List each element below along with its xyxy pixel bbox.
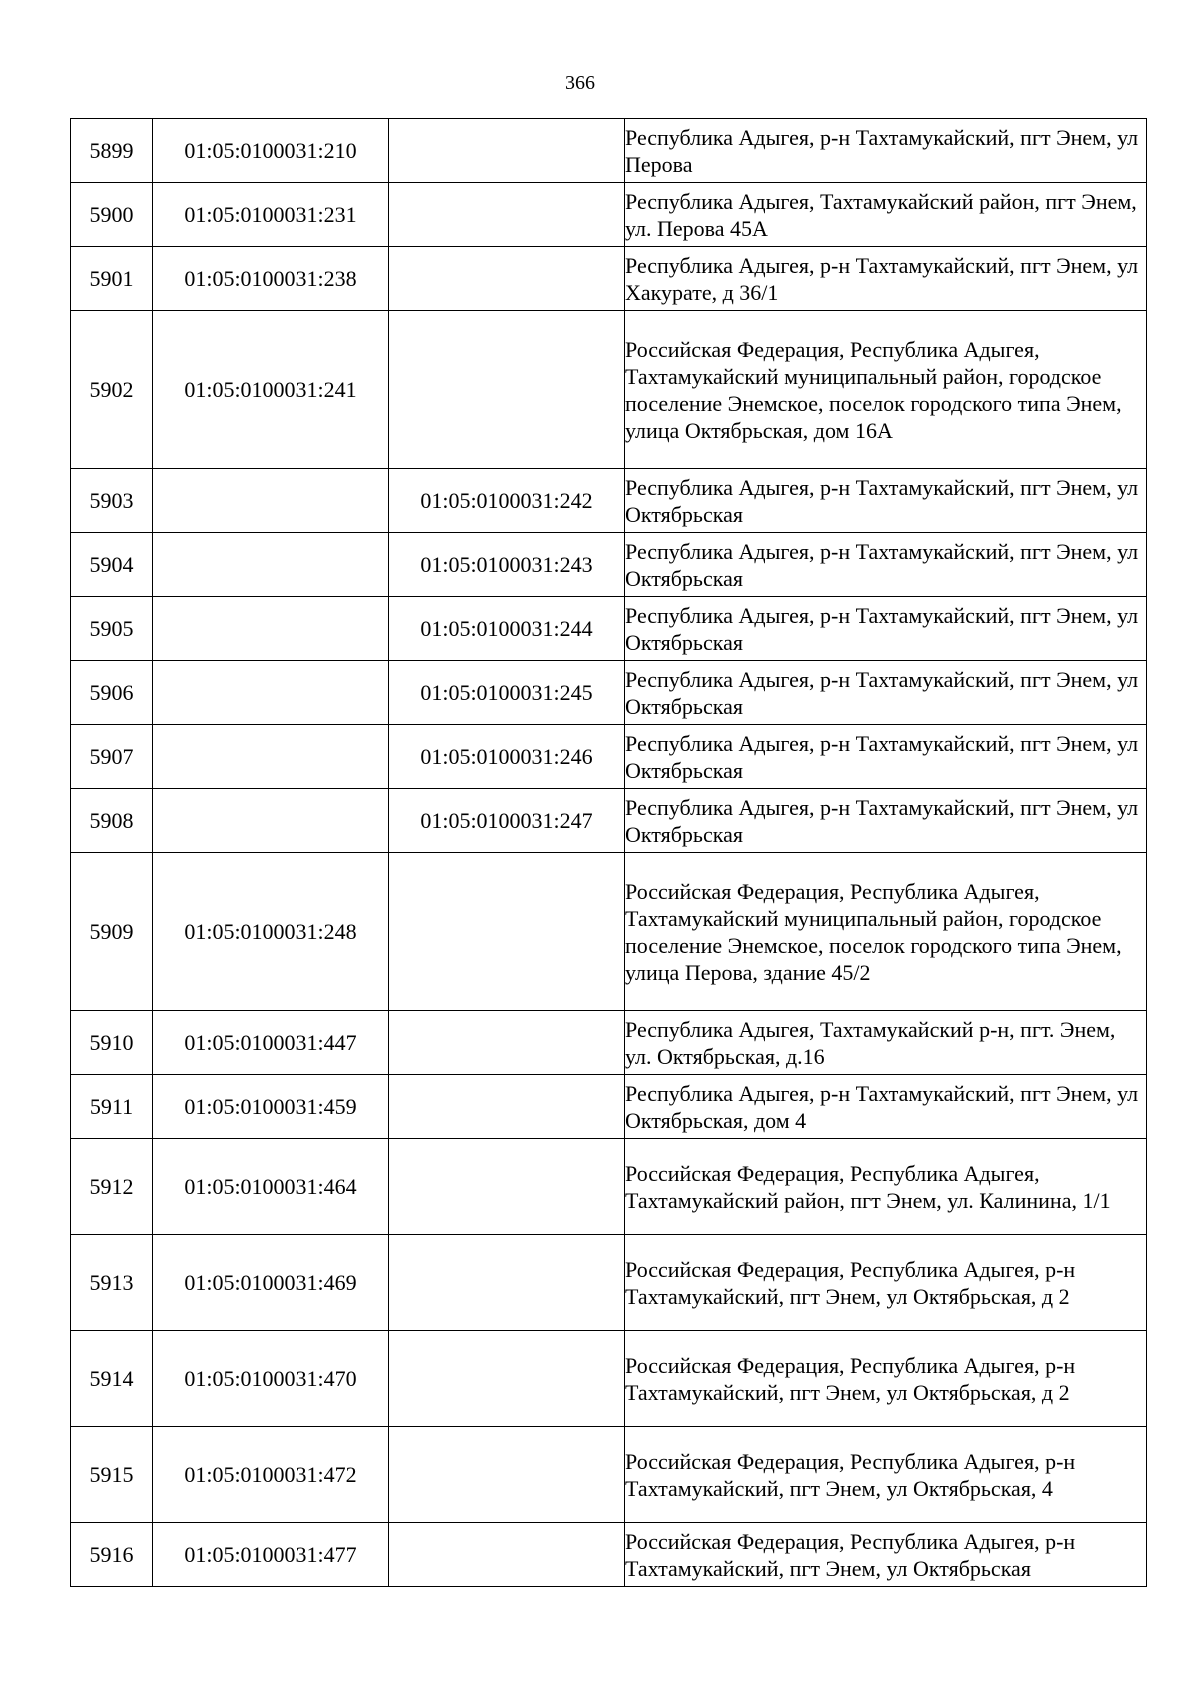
table-row xyxy=(71,469,1147,533)
address: Республика Адыгея, р-н Тахтамукайский, пгт Энем, ул Октябрьская xyxy=(625,469,1147,533)
cadastral-number xyxy=(153,469,389,533)
table-row xyxy=(71,725,1147,789)
cadastral-number-alt xyxy=(389,1523,625,1587)
cadastral-number-alt xyxy=(389,1427,625,1523)
cadastral-number: 01:05:0100031:470 xyxy=(153,1331,389,1427)
table-row xyxy=(71,1139,1147,1235)
cadastral-number: 01:05:0100031:469 xyxy=(153,1235,389,1331)
row-number: 5902 xyxy=(71,311,153,469)
table-row xyxy=(71,789,1147,853)
row-number: 5915 xyxy=(71,1427,153,1523)
cadastral-number: 01:05:0100031:459 xyxy=(153,1075,389,1139)
row-number: 5903 xyxy=(71,469,153,533)
cadastral-number: 01:05:0100031:248 xyxy=(153,853,389,1011)
cadastral-number-alt: 01:05:0100031:244 xyxy=(389,597,625,661)
row-number: 5905 xyxy=(71,597,153,661)
row-number: 5910 xyxy=(71,1011,153,1075)
table-row xyxy=(71,1427,1147,1523)
cadastral-number-alt xyxy=(389,1075,625,1139)
cadastral-number-alt xyxy=(389,183,625,247)
address: Республика Адыгея, р-н Тахтамукайский, пгт Энем, ул Октябрьская xyxy=(625,661,1147,725)
table-row xyxy=(71,533,1147,597)
address: Республика Адыгея, р-н Тахтамукайский, пгт Энем, ул Октябрьская xyxy=(625,597,1147,661)
row-number: 5906 xyxy=(71,661,153,725)
row-number: 5914 xyxy=(71,1331,153,1427)
address: Республика Адыгея, Тахтамукайский район, пгт Энем, ул. Перова 45А xyxy=(625,183,1147,247)
registry-table xyxy=(70,118,1147,1587)
table-row xyxy=(71,247,1147,311)
cadastral-number xyxy=(153,597,389,661)
cadastral-number xyxy=(153,661,389,725)
cadastral-number-alt: 01:05:0100031:243 xyxy=(389,533,625,597)
row-number: 5909 xyxy=(71,853,153,1011)
address: Российская Федерация, Республика Адыгея, Тахтамукайский район, пгт Энем, ул. Калинина, 1/1 xyxy=(625,1139,1147,1235)
cadastral-number-alt xyxy=(389,119,625,183)
cadastral-number-alt: 01:05:0100031:247 xyxy=(389,789,625,853)
address: Республика Адыгея, р-н Тахтамукайский, пгт Энем, ул Октябрьская, дом 4 xyxy=(625,1075,1147,1139)
table-row xyxy=(71,853,1147,1011)
cadastral-number xyxy=(153,789,389,853)
row-number: 5912 xyxy=(71,1139,153,1235)
cadastral-number: 01:05:0100031:477 xyxy=(153,1523,389,1587)
table-row xyxy=(71,1331,1147,1427)
address: Республика Адыгея, р-н Тахтамукайский, пгт Энем, ул Перова xyxy=(625,119,1147,183)
cadastral-number: 01:05:0100031:238 xyxy=(153,247,389,311)
row-number: 5904 xyxy=(71,533,153,597)
row-number: 5907 xyxy=(71,725,153,789)
cadastral-number-alt xyxy=(389,311,625,469)
address: Российская Федерация, Республика Адыгея, Тахтамукайский муниципальный район, городское поселение Энемское, поселок городского типа Энем, улица Перова, здание 45/2 xyxy=(625,853,1147,1011)
cadastral-number: 01:05:0100031:464 xyxy=(153,1139,389,1235)
table-row xyxy=(71,597,1147,661)
page-number: 366 xyxy=(565,72,595,94)
cadastral-number: 01:05:0100031:447 xyxy=(153,1011,389,1075)
row-number: 5900 xyxy=(71,183,153,247)
address: Республика Адыгея, р-н Тахтамукайский, пгт Энем, ул Октябрьская xyxy=(625,533,1147,597)
cadastral-number xyxy=(153,533,389,597)
cadastral-number-alt: 01:05:0100031:246 xyxy=(389,725,625,789)
cadastral-number-alt xyxy=(389,1331,625,1427)
cadastral-number-alt xyxy=(389,1011,625,1075)
address: Российская Федерация, Республика Адыгея, Тахтамукайский муниципальный район, городское поселение Энемское, поселок городского типа Энем, улица Октябрьская, дом 16А xyxy=(625,311,1147,469)
address: Российская Федерация, Республика Адыгея, р-н Тахтамукайский, пгт Энем, ул Октябрьская, д 2 xyxy=(625,1331,1147,1427)
address: Республика Адыгея, р-н Тахтамукайский, пгт Энем, ул Октябрьская xyxy=(625,725,1147,789)
table-row xyxy=(71,183,1147,247)
cadastral-number: 01:05:0100031:231 xyxy=(153,183,389,247)
cadastral-number: 01:05:0100031:472 xyxy=(153,1427,389,1523)
table-row xyxy=(71,1235,1147,1331)
table-row xyxy=(71,1011,1147,1075)
cadastral-number-alt xyxy=(389,1139,625,1235)
row-number: 5911 xyxy=(71,1075,153,1139)
address: Республика Адыгея, р-н Тахтамукайский, пгт Энем, ул Хакурате, д 36/1 xyxy=(625,247,1147,311)
table-row xyxy=(71,1075,1147,1139)
address: Республика Адыгея, р-н Тахтамукайский, пгт Энем, ул Октябрьская xyxy=(625,789,1147,853)
cadastral-number-alt: 01:05:0100031:242 xyxy=(389,469,625,533)
row-number: 5913 xyxy=(71,1235,153,1331)
table-row xyxy=(71,661,1147,725)
cadastral-number: 01:05:0100031:210 xyxy=(153,119,389,183)
row-number: 5899 xyxy=(71,119,153,183)
cadastral-number-alt xyxy=(389,853,625,1011)
cadastral-number-alt: 01:05:0100031:245 xyxy=(389,661,625,725)
cadastral-number xyxy=(153,725,389,789)
row-number: 5908 xyxy=(71,789,153,853)
cadastral-number-alt xyxy=(389,1235,625,1331)
address: Республика Адыгея, Тахтамукайский р-н, пгт. Энем, ул. Октябрьская, д.16 xyxy=(625,1011,1147,1075)
cadastral-number-alt xyxy=(389,247,625,311)
table-row xyxy=(71,1523,1147,1587)
row-number: 5901 xyxy=(71,247,153,311)
table-row xyxy=(71,119,1147,183)
address: Российская Федерация, Республика Адыгея, р-н Тахтамукайский, пгт Энем, ул Октябрьская, д 2 xyxy=(625,1235,1147,1331)
table-row xyxy=(71,311,1147,469)
row-number: 5916 xyxy=(71,1523,153,1587)
cadastral-number: 01:05:0100031:241 xyxy=(153,311,389,469)
address: Российская Федерация, Республика Адыгея, р-н Тахтамукайский, пгт Энем, ул Октябрьская, 4 xyxy=(625,1427,1147,1523)
address: Российская Федерация, Республика Адыгея, р-н Тахтамукайский, пгт Энем, ул Октябрьская xyxy=(625,1523,1147,1587)
